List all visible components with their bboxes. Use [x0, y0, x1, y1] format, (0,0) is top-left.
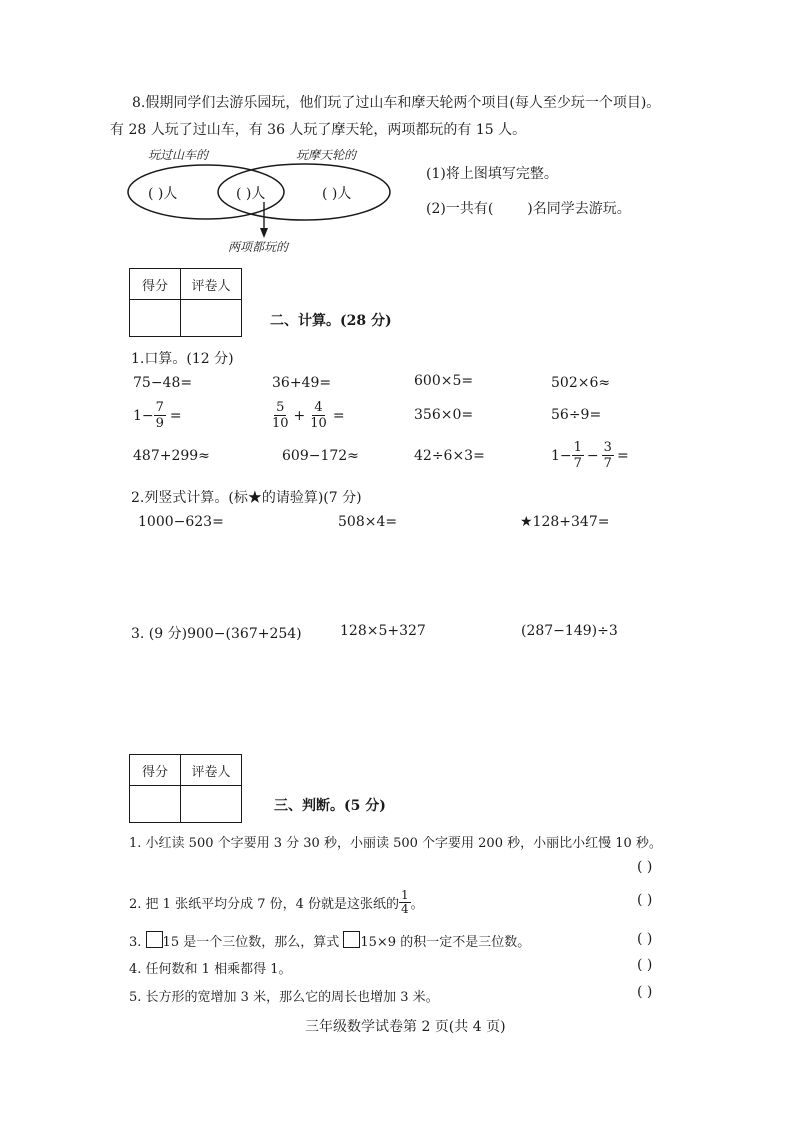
- fraction-7-9: [154, 400, 166, 431]
- frac-num: 4: [314, 400, 323, 415]
- score-header: 得分: [130, 755, 181, 786]
- judge-q3-text1: 15 是一个三位数，那么，算式: [162, 935, 340, 950]
- mixed-calc-1: 3. (9 分)900−(367+254): [131, 626, 302, 642]
- judge-q2-text: 2. 把 1 张纸平均分成 7 份，4 份就是这张纸的: [129, 897, 400, 912]
- frac-num: 1: [401, 888, 409, 902]
- frac-num: 1: [573, 440, 582, 455]
- grader-header: 评卷人: [181, 755, 242, 786]
- mixed-calc-2: 128×5+327: [340, 623, 426, 639]
- judge-q1-answer[interactable]: ( ): [637, 859, 653, 875]
- blank-square-2[interactable]: [343, 931, 360, 948]
- blank-square-1[interactable]: [146, 931, 163, 948]
- q8-line2: 有 28 人玩了过山车，有 36 人玩了摩天轮，两项都玩的有 15 人。: [110, 122, 527, 138]
- fraction-1-7: [572, 440, 584, 471]
- fraction-4-10: [308, 400, 329, 431]
- grader-cell[interactable]: [181, 786, 242, 823]
- mixed-calc-3: (287−149)÷3: [521, 623, 618, 639]
- frac-num: 5: [276, 400, 285, 415]
- calc-r2-b: [270, 400, 345, 431]
- calc-r2-b-op: +: [293, 407, 306, 424]
- calc-r2-a-eq: =: [169, 407, 182, 424]
- grader-cell[interactable]: [181, 300, 242, 337]
- calc-r2-a: [133, 400, 182, 431]
- score-box-section3: [129, 754, 242, 823]
- calc-r2-a-pre: 1−: [133, 407, 154, 424]
- frac-den: 9: [155, 416, 164, 431]
- frac-num: 3: [603, 440, 612, 455]
- judge-q4-answer[interactable]: ( ): [637, 957, 653, 973]
- judge-q3-answer[interactable]: ( ): [637, 931, 653, 947]
- judge-q2: [129, 889, 424, 916]
- calc-r2-b-eq: =: [332, 407, 345, 424]
- venn-label-ferris-wheel: 玩摩天轮的: [296, 148, 357, 162]
- frac-den: 10: [272, 416, 289, 431]
- vertical-calc-3: ★128+347=: [520, 514, 610, 530]
- venn-blank-middle[interactable]: ( )人: [236, 186, 266, 202]
- frac-den: 10: [310, 416, 327, 431]
- judge-q3-num: 3.: [129, 935, 142, 950]
- venn-pointer-arrowhead: [260, 228, 268, 238]
- calc-r3-a: 487+299≈: [133, 448, 210, 464]
- vertical-calc-2: 508×4=: [338, 514, 398, 530]
- fraction-5-10: [270, 400, 291, 431]
- calc-r1-b: 36+49=: [272, 375, 332, 391]
- score-box-section2: [129, 268, 242, 337]
- judge-q5-answer[interactable]: ( ): [637, 984, 653, 1000]
- venn-blank-left[interactable]: ( )人: [148, 186, 178, 202]
- score-cell[interactable]: [130, 786, 181, 823]
- section3-title: 三、判断。(5 分): [274, 798, 386, 814]
- judge-q2-end: 。: [410, 897, 424, 912]
- q8-sub2-suffix: )名同学去游玩。: [527, 201, 631, 217]
- calc-r3-c: 42÷6×3=: [414, 448, 485, 464]
- judge-q2-answer[interactable]: ( ): [637, 892, 653, 908]
- section2-title: 二、计算。(28 分): [270, 313, 392, 329]
- fraction-1-4: [399, 889, 411, 916]
- frac-den: 7: [573, 456, 582, 471]
- frac-den: 4: [401, 902, 409, 916]
- frac-den: 7: [603, 456, 612, 471]
- calc-r1-d: 502×6≈: [551, 375, 611, 391]
- fraction-3-7: [602, 440, 614, 471]
- venn-label-roller-coaster: 玩过山车的: [148, 148, 209, 162]
- calc-r3-b: 609−172≈: [282, 448, 359, 464]
- frac-num: 7: [155, 400, 164, 415]
- grader-header: 评卷人: [181, 269, 242, 300]
- q8-sub2-prefix: (2)一共有(: [426, 201, 494, 217]
- calc-r2-d: 56÷9=: [551, 407, 602, 423]
- venn-label-both: 两项都玩的: [228, 240, 289, 254]
- q8-line1: 8.假期同学们去游乐园玩，他们玩了过山车和摩天轮两个项目(每人至少玩一个项目)。: [132, 95, 661, 111]
- judge-q5: 5. 长方形的宽增加 3 米，那么它的周长也增加 3 米。: [129, 990, 439, 1005]
- judge-q3: [129, 931, 530, 950]
- calc-r2-c: 356×0=: [414, 407, 474, 423]
- calc-r3-d-op: −: [586, 447, 599, 464]
- judge-q1: 1. 小红读 500 个字要用 3 分 30 秒，小丽读 500 个字要用 200 秒，小丽比小红慢 10 秒。: [129, 836, 662, 851]
- calc-r3-d-eq: =: [616, 447, 629, 464]
- calc-r3-d-pre: 1−: [551, 447, 572, 464]
- vertical-calc-title: 2.列竖式计算。(标★的请验算)(7 分): [131, 490, 362, 506]
- page-footer: 三年级数学试卷第 2 页(共 4 页): [305, 1019, 506, 1035]
- vertical-calc-1: 1000−623=: [138, 514, 224, 530]
- score-header: 得分: [130, 269, 181, 300]
- calc-r3-d: [551, 440, 629, 471]
- q8-sub2: [426, 198, 631, 218]
- judge-q3-text2: 15×9 的积一定不是三位数。: [360, 935, 531, 950]
- score-cell[interactable]: [130, 300, 181, 337]
- venn-blank-right[interactable]: ( )人: [322, 186, 352, 202]
- mental-math-title: 1.口算。(12 分): [131, 351, 234, 367]
- q8-sub1: (1)将上图填写完整。: [426, 166, 558, 182]
- calc-r1-c: 600×5=: [414, 373, 474, 389]
- calc-r1-a: 75−48=: [133, 375, 193, 391]
- judge-q4: 4. 任何数和 1 相乘都得 1。: [129, 962, 292, 977]
